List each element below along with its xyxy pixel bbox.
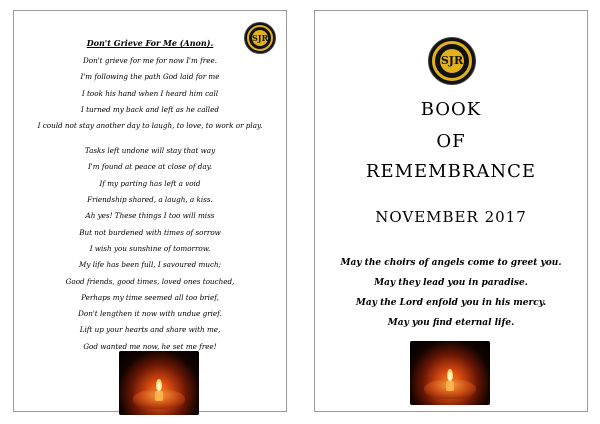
poem-line: Good friends, good times, loved ones touched, xyxy=(65,276,235,286)
cover-title-of: OF xyxy=(436,131,466,152)
poem-page xyxy=(13,10,287,412)
poem-line: But not burdened with times of sorrow xyxy=(79,227,221,237)
candle-shape xyxy=(446,381,454,391)
poem-line: Don't lengthen it now with undue grief. xyxy=(78,309,222,319)
flame-icon xyxy=(447,369,453,381)
poem-line: If my parting has left a void xyxy=(99,178,201,188)
parish-logo xyxy=(428,37,476,85)
poem-line: My life has been full, I savoured much; xyxy=(78,260,222,270)
prayer-line: May the choirs of angels come to greet you. xyxy=(340,258,562,268)
poem-line: Lift up your hearts and share with me, xyxy=(79,325,221,335)
cover-title-remembrance: REMEMBRANCE xyxy=(365,161,537,182)
logo-monogram: SJR xyxy=(252,30,268,46)
candle-shape xyxy=(155,391,163,401)
poem-line: I'm found at peace at close of day. xyxy=(87,162,213,172)
logo-monogram: SJR xyxy=(440,49,464,73)
poem-line: Ah yes! These things I too will miss xyxy=(85,211,215,221)
prayer-lines xyxy=(315,258,587,338)
poem-line: I wish you sunshine of tomorrow. xyxy=(89,243,211,253)
poem-line: Perhaps my time seemed all too brief, xyxy=(81,292,219,302)
poem-title: Don't Grieve For Me (Anon). xyxy=(86,38,214,48)
cover-title-book: BOOK xyxy=(420,99,482,120)
poem-lines xyxy=(24,56,276,358)
flame-icon xyxy=(156,379,162,391)
cover-page xyxy=(314,10,588,412)
poem-line: I'm following the path God laid for me xyxy=(80,72,220,82)
poem-line: I could not stay another day to laugh, to love, to work or play. xyxy=(37,121,263,131)
poem-line: I turned my back and left as he called xyxy=(81,104,219,114)
poem-line: Tasks left undone will stay that way xyxy=(84,146,216,156)
candle-in-hands-image xyxy=(119,351,199,415)
prayer-line: May they lead you in paradise. xyxy=(374,278,528,288)
cover-date: NOVEMBER 2017 xyxy=(375,208,527,226)
candle-in-hands-image xyxy=(410,341,490,405)
poem-line: Don't grieve for me for now I'm free. xyxy=(82,56,218,65)
poem-line: Friendship shared, a laugh, a kiss. xyxy=(87,195,213,205)
poem-line: I took his hand when I heard him call xyxy=(81,88,219,98)
prayer-line: May you find eternal life. xyxy=(387,318,515,328)
poem-line: God wanted me now, he set me free! xyxy=(83,341,217,351)
prayer-line: May the Lord enfold you in his mercy. xyxy=(355,298,547,308)
